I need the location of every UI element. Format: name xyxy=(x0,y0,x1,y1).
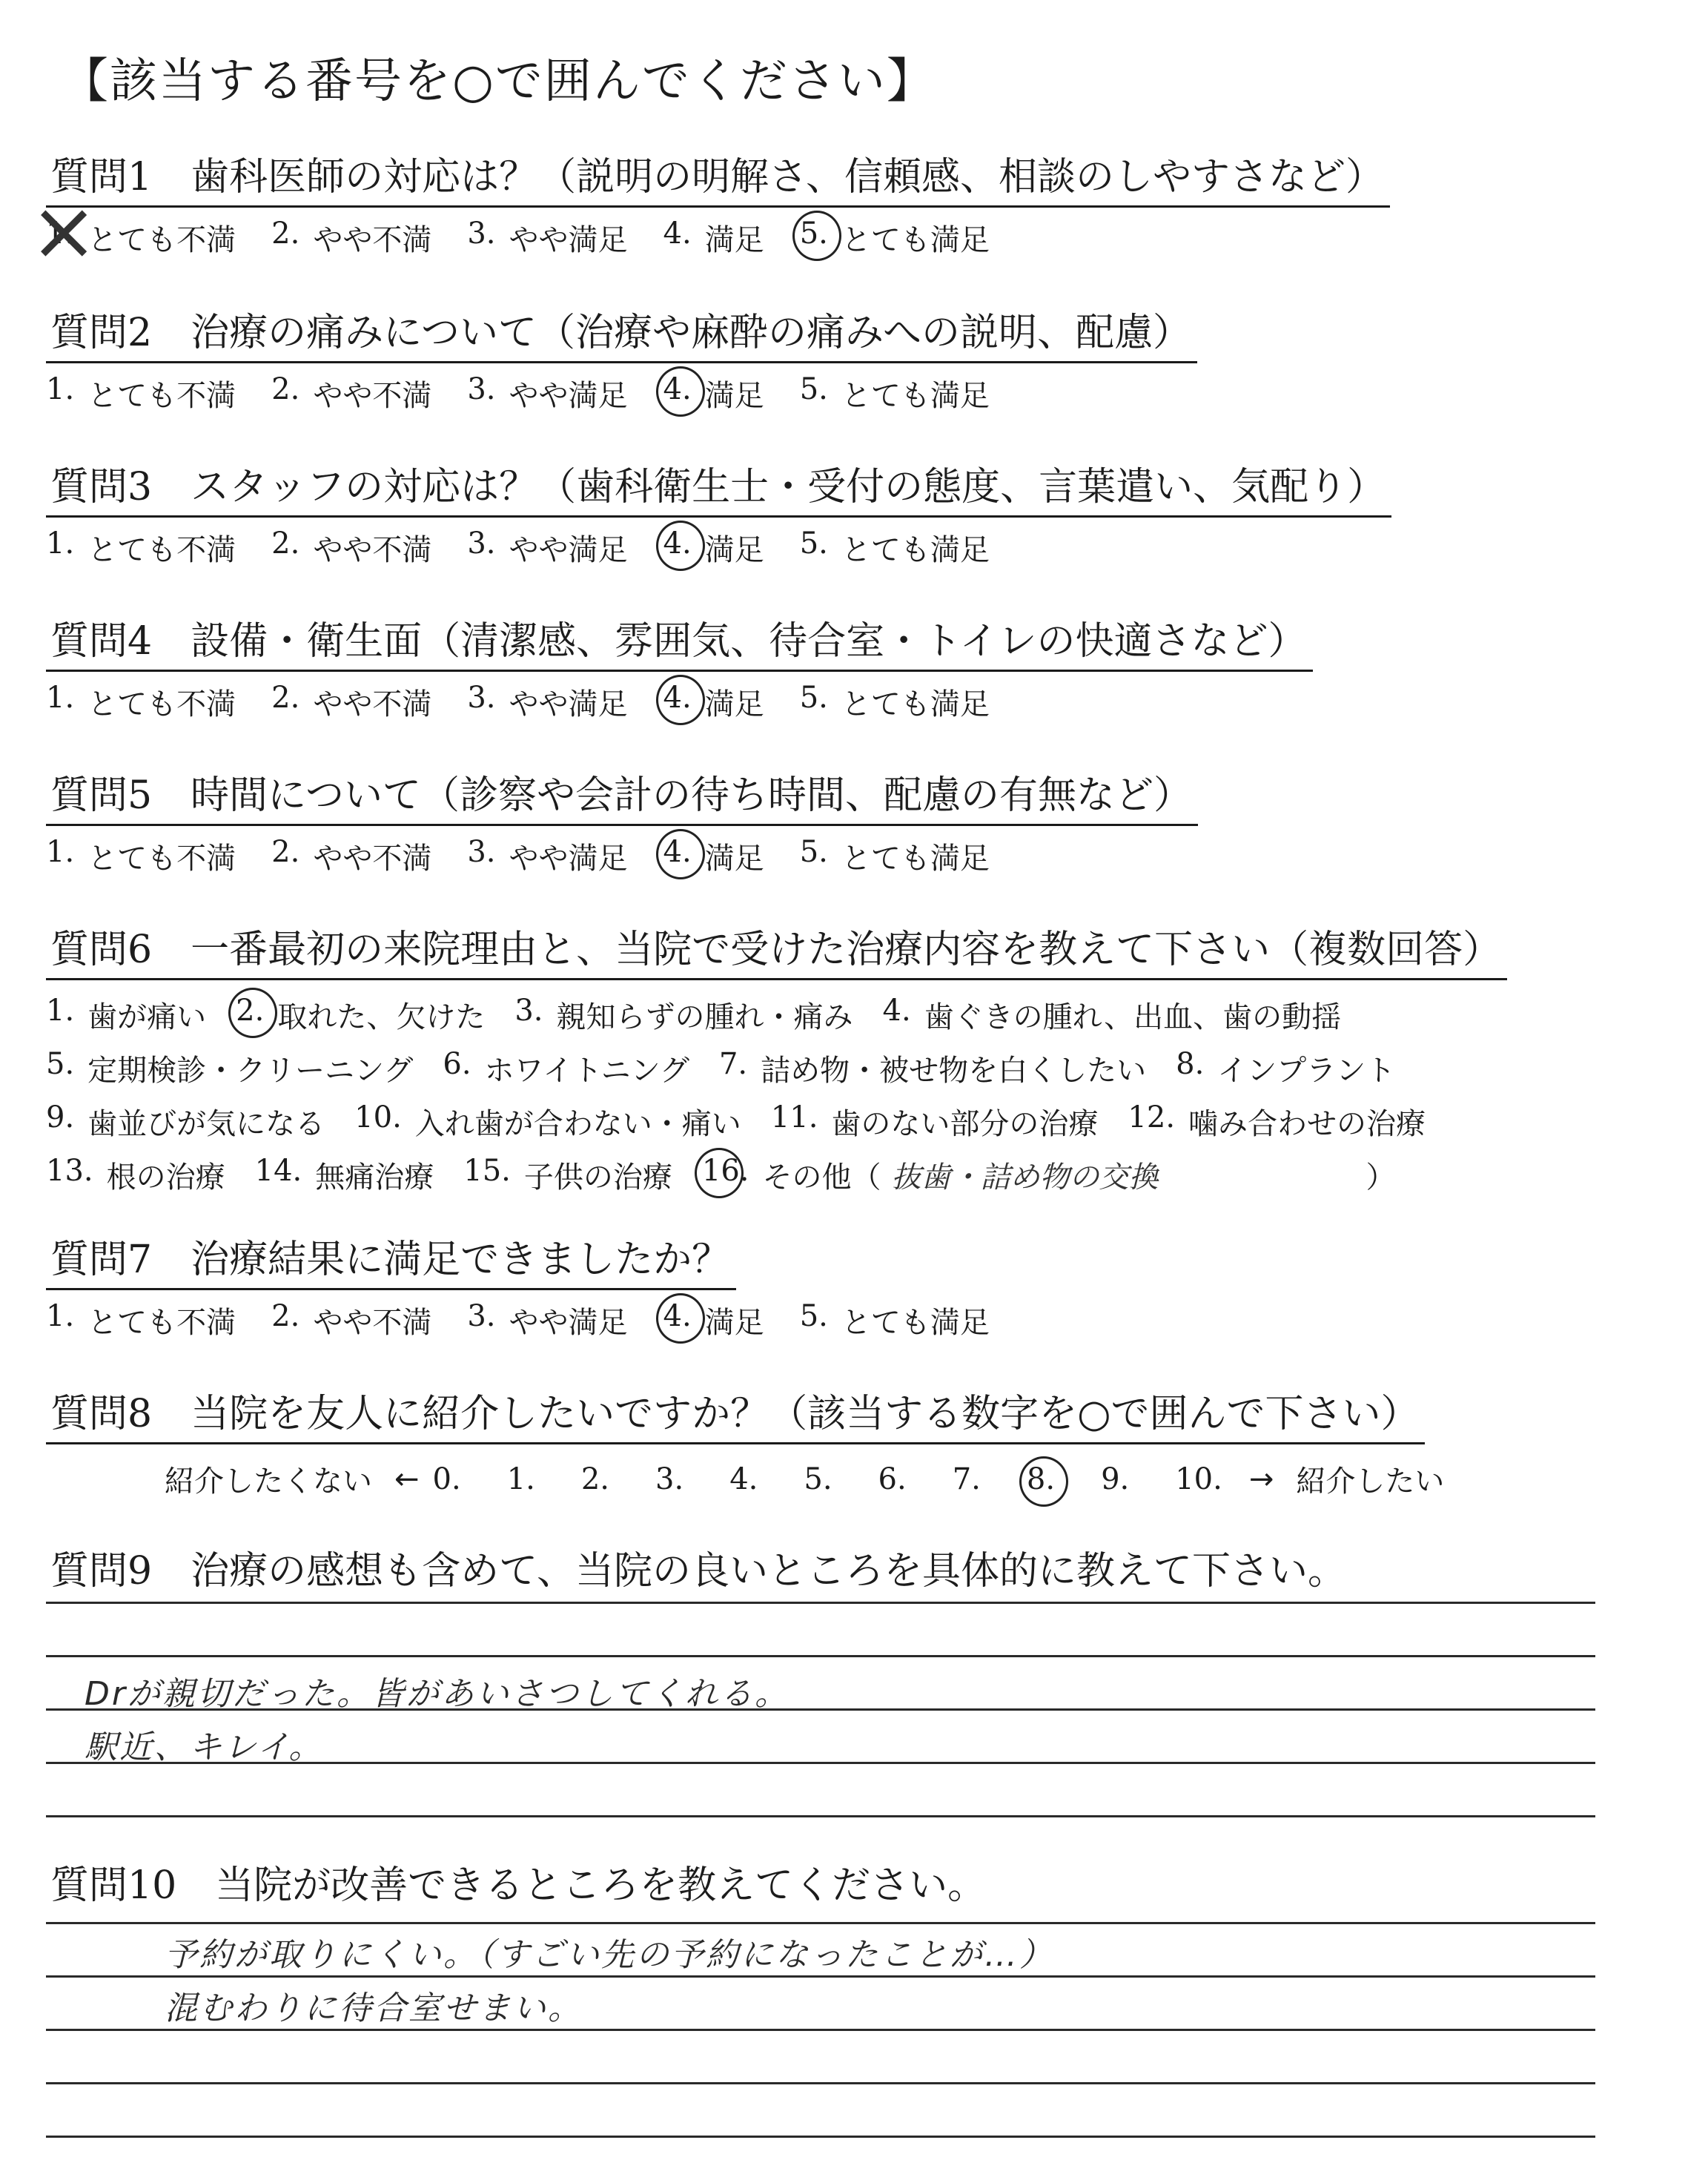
option-number: 3. xyxy=(467,681,496,715)
option-label: 噛み合わせの治療 xyxy=(1188,1106,1426,1141)
option-number: 7. xyxy=(952,1462,981,1496)
q6-option-1[interactable] xyxy=(46,994,206,1036)
q4-option-5[interactable] xyxy=(800,681,990,723)
q5-option-5[interactable] xyxy=(800,835,990,877)
question-1-text: 歯科医師の対応は？（説明の明解さ、信頼感、相談のしやすさなど） xyxy=(191,155,1385,199)
question-3-text: スタッフの対応は？（歯科衛生士・受付の態度、言葉遣い、気配り） xyxy=(191,465,1386,509)
option-number: 10. xyxy=(354,1100,402,1135)
question-8 xyxy=(46,1382,1662,1500)
option-number: 6. xyxy=(443,1046,471,1081)
question-6 xyxy=(46,918,1662,1201)
question-7-heading xyxy=(46,1228,736,1290)
q4-option-1[interactable] xyxy=(46,681,236,723)
option-number: 10. xyxy=(1175,1462,1222,1496)
question-10-heading xyxy=(46,1854,992,1914)
question-5 xyxy=(46,764,1662,877)
option-label: とても満足 xyxy=(841,223,990,257)
option-number: 1. xyxy=(46,1299,75,1333)
option-label: 満足 xyxy=(704,842,764,876)
q3-option-3[interactable] xyxy=(467,526,627,569)
question-9 xyxy=(46,1539,1662,1599)
question-4 xyxy=(46,610,1662,723)
option-label: やや満足 xyxy=(509,533,628,567)
option-number: 1. xyxy=(46,681,75,715)
option-label: とても満足 xyxy=(841,379,990,413)
q4-option-4[interactable] xyxy=(663,681,764,723)
option-number: 4. xyxy=(882,993,911,1028)
right-arrow-icon: → xyxy=(1248,1462,1274,1496)
option-number: 1. xyxy=(506,1462,535,1496)
question-6-heading xyxy=(46,918,1507,980)
q3-option-5[interactable] xyxy=(800,526,990,569)
question-2-options xyxy=(46,372,1662,415)
option-label: ホワイトニング xyxy=(484,1053,689,1088)
option-label: 無痛治療 xyxy=(315,1160,434,1195)
answer-line xyxy=(46,2082,1595,2084)
q6-option-10[interactable] xyxy=(354,1100,741,1143)
recommend-scale xyxy=(46,1458,1662,1500)
q1-option-1[interactable] xyxy=(46,217,236,259)
option-number: 3. xyxy=(514,993,543,1028)
option-label: とても不満 xyxy=(87,379,236,413)
option-number: 13. xyxy=(46,1153,93,1188)
answer-line xyxy=(46,1655,1595,1657)
option-number: 9. xyxy=(1101,1462,1130,1496)
q5-option-3[interactable] xyxy=(467,835,627,877)
question-10-number: 質問10 xyxy=(50,1863,177,1908)
option-number: 4. xyxy=(663,1299,692,1341)
q6-option-9[interactable] xyxy=(46,1100,325,1143)
scale-option-2[interactable] xyxy=(581,1462,623,1496)
option-label: やや不満 xyxy=(313,223,432,257)
option-label: 満足 xyxy=(704,379,764,413)
q7-option-1[interactable] xyxy=(46,1299,236,1341)
q6-option-2[interactable] xyxy=(236,994,485,1036)
option-number: 1. xyxy=(46,835,75,869)
q2-option-5[interactable] xyxy=(800,372,990,415)
option-label: 歯のない部分の治療 xyxy=(831,1106,1099,1141)
q6-option-4[interactable] xyxy=(883,994,1342,1036)
question-7-options xyxy=(46,1299,1662,1341)
scale-option-5[interactable] xyxy=(804,1462,845,1496)
q1-option-4[interactable] xyxy=(663,217,764,259)
q2-option-3[interactable] xyxy=(467,372,627,415)
option-number: 8. xyxy=(1176,1046,1205,1081)
question-9-heading xyxy=(46,1539,1352,1599)
question-5-text: 時間について（診察や会計の待ち時間、配慮の有無など） xyxy=(191,773,1193,818)
option-number: 5. xyxy=(46,1046,75,1081)
q6-option-12[interactable] xyxy=(1128,1100,1426,1143)
scale-right-label: 紹介したい xyxy=(1296,1464,1445,1499)
option-label: とても満足 xyxy=(841,1306,990,1340)
answer-line xyxy=(46,2136,1595,2138)
option-label: やや満足 xyxy=(509,223,628,257)
option-number: 1. xyxy=(46,993,75,1028)
question-8-text: 当院を友人に紹介したいですか？（該当する数字を○で囲んで下さい） xyxy=(191,1392,1420,1436)
option-number: 14. xyxy=(254,1153,302,1188)
q6-row-2 xyxy=(46,1041,1662,1094)
option-number: 5. xyxy=(804,1462,833,1496)
option-label: やや不満 xyxy=(313,842,432,876)
option-number: 11. xyxy=(770,1100,818,1135)
option-number: 5. xyxy=(799,681,828,715)
answer-line xyxy=(46,2029,1595,2031)
question-7-text: 治療結果に満足できましたか？ xyxy=(191,1238,731,1282)
option-number: 2. xyxy=(271,1299,300,1333)
q2-option-1[interactable] xyxy=(46,372,236,415)
q6-row-1 xyxy=(46,988,1662,1041)
q6-option-13[interactable] xyxy=(46,1154,225,1196)
option-number: 3. xyxy=(467,835,496,869)
question-2 xyxy=(46,301,1662,415)
question-5-options xyxy=(46,835,1662,877)
scale-option-3[interactable] xyxy=(655,1462,697,1496)
question-2-heading xyxy=(46,301,1197,363)
option-number: 3. xyxy=(467,217,496,251)
option-label: とても満足 xyxy=(841,687,990,721)
q4-option-3[interactable] xyxy=(467,681,627,723)
option-label: やや不満 xyxy=(313,379,432,413)
option-label: とても不満 xyxy=(87,533,236,567)
answer-line xyxy=(46,1815,1595,1817)
q7-option-4[interactable] xyxy=(663,1299,764,1341)
option-label: やや不満 xyxy=(313,687,432,721)
option-label: とても不満 xyxy=(87,1306,236,1340)
question-3 xyxy=(46,455,1662,569)
option-label: やや満足 xyxy=(509,1306,628,1340)
answer-line xyxy=(46,1602,1595,1604)
q7-option-5[interactable] xyxy=(800,1299,990,1341)
option-number: 3. xyxy=(467,526,496,561)
q5-option-4[interactable] xyxy=(663,835,764,877)
option-label: 満足 xyxy=(704,1306,764,1340)
question-2-text: 治療の痛みについて（治療や麻酔の痛みへの説明、配慮） xyxy=(191,311,1192,355)
option-label: とても不満 xyxy=(87,687,236,721)
option-number: 9. xyxy=(46,1100,75,1135)
option-number: 2. xyxy=(580,1462,610,1496)
page-title: 【該当する番号を○で囲んでください】 xyxy=(61,54,936,109)
q10-answer-line-1: 予約が取りにくい。（すごい先の予約になったことが…） xyxy=(165,1936,1054,1974)
option-number: 3. xyxy=(655,1462,684,1496)
option-label: やや満足 xyxy=(509,687,628,721)
option-label: 根の治療 xyxy=(106,1160,225,1195)
q6-option-5[interactable] xyxy=(46,1047,413,1089)
option-label: その他（ xyxy=(762,1160,881,1195)
question-9-text: 治療の感想も含めて、当院の良いところを具体的に教えて下さい。 xyxy=(191,1549,1347,1593)
question-8-number: 質問8 xyxy=(50,1392,153,1436)
option-number: 0. xyxy=(432,1462,461,1496)
answer-line xyxy=(46,1922,1595,1924)
option-label: 歯が痛い xyxy=(87,1000,207,1034)
q5-option-2[interactable] xyxy=(271,835,431,877)
option-label: やや不満 xyxy=(313,1306,432,1340)
q3-option-1[interactable] xyxy=(46,526,236,569)
question-3-options xyxy=(46,526,1662,569)
question-9-number: 質問9 xyxy=(50,1549,153,1593)
scale-option-8[interactable] xyxy=(1027,1462,1068,1496)
option-number: 4. xyxy=(663,217,692,251)
scale-option-10[interactable] xyxy=(1175,1462,1236,1496)
option-number: 5. xyxy=(799,526,828,561)
option-label: とても満足 xyxy=(841,842,990,876)
q10-answer-line-2: 混むわりに待合室せまい。 xyxy=(165,1989,583,2027)
question-4-options xyxy=(46,681,1662,723)
option-label: 入れ歯が合わない・痛い xyxy=(414,1106,741,1141)
question-5-number: 質問5 xyxy=(50,773,153,818)
q5-option-1[interactable] xyxy=(46,835,236,877)
q4-option-2[interactable] xyxy=(271,681,431,723)
option-label: とても不満 xyxy=(87,223,236,257)
q2-option-4[interactable] xyxy=(663,372,764,415)
option-number: 4. xyxy=(663,835,692,877)
question-4-number: 質問4 xyxy=(50,619,153,664)
question-4-text: 設備・衛生面（清潔感、雰囲気、待合室・トイレの快適さなど） xyxy=(191,619,1307,664)
question-6-number: 質問6 xyxy=(50,928,153,972)
q6-row-3 xyxy=(46,1094,1662,1148)
option-number: 7. xyxy=(718,1046,748,1081)
option-label: やや不満 xyxy=(313,533,432,567)
option-number: 4. xyxy=(729,1462,758,1496)
q1-option-3[interactable] xyxy=(467,217,627,259)
q1-option-5[interactable] xyxy=(800,217,990,259)
q6-option-7[interactable] xyxy=(719,1047,1146,1089)
question-1-options xyxy=(46,217,1662,259)
option-number: 2. xyxy=(236,994,264,1036)
scale-option-6[interactable] xyxy=(878,1462,920,1496)
q9-answer-line-2: 駅近、キレイ。 xyxy=(85,1728,324,1766)
option-label: とても不満 xyxy=(87,842,236,876)
question-3-heading xyxy=(46,455,1391,518)
option-number: 2. xyxy=(271,681,300,715)
option-number: 2. xyxy=(271,217,300,251)
question-10 xyxy=(46,1854,1662,1914)
option-number: 5. xyxy=(799,372,828,406)
question-2-number: 質問2 xyxy=(50,311,153,355)
option-number: 16. xyxy=(702,1154,749,1196)
scale-option-0[interactable] xyxy=(433,1462,474,1496)
question-7-number: 質問7 xyxy=(50,1238,153,1282)
q9-answer-line-1: Drが親切だった。皆があいさつしてくれる。 xyxy=(85,1675,790,1713)
scale-option-7[interactable] xyxy=(953,1462,994,1496)
option-label: 親知らずの腫れ・痛み xyxy=(556,1000,853,1034)
option-number: 2. xyxy=(271,835,300,869)
option-number: 2. xyxy=(271,372,300,406)
q1-option-2[interactable] xyxy=(271,217,431,259)
question-8-heading xyxy=(46,1382,1425,1444)
q7-option-2[interactable] xyxy=(271,1299,431,1341)
option-number: 5. xyxy=(799,1299,828,1333)
option-number: 4. xyxy=(663,681,692,723)
answer-line xyxy=(46,1975,1595,1978)
option-number: 3. xyxy=(467,1299,496,1333)
question-3-number: 質問3 xyxy=(50,465,153,509)
q7-option-3[interactable] xyxy=(467,1299,627,1341)
q3-option-2[interactable] xyxy=(271,526,431,569)
q6-option-11[interactable] xyxy=(771,1100,1099,1143)
option-number: 4. xyxy=(663,526,692,569)
question-10-text: 当院が改善できるところを教えてください。 xyxy=(215,1863,987,1908)
option-number: 8. xyxy=(1026,1462,1056,1496)
q6-option-3[interactable] xyxy=(514,994,853,1036)
q2-option-2[interactable] xyxy=(271,372,431,415)
option-label: やや満足 xyxy=(509,842,628,876)
option-number: 5. xyxy=(799,835,828,869)
option-number: 2. xyxy=(271,526,300,561)
q6-other-answer[interactable]: 抜歯・詰め物の交換 xyxy=(891,1160,1159,1195)
option-number: 6. xyxy=(878,1462,907,1496)
option-label: 子供の治療 xyxy=(523,1160,672,1195)
scale-option-1[interactable] xyxy=(507,1462,549,1496)
question-4-heading xyxy=(46,610,1313,672)
option-label: とても満足 xyxy=(841,533,990,567)
question-7 xyxy=(46,1228,1662,1341)
option-label: 満足 xyxy=(704,223,764,257)
option-label: やや満足 xyxy=(509,379,628,413)
option-number: 1. xyxy=(46,526,75,561)
question-6-text: 一番最初の来院理由と、当院で受けた治療内容を教えて下さい（複数回答） xyxy=(191,928,1502,972)
option-label: 満足 xyxy=(704,687,764,721)
option-number: 5. xyxy=(800,217,828,259)
option-label: 取れた、欠けた xyxy=(277,1000,486,1034)
q6-row-4 xyxy=(46,1148,1662,1201)
option-number: 3. xyxy=(467,372,496,406)
q6-option-14[interactable] xyxy=(255,1154,434,1196)
option-number: 4. xyxy=(663,372,692,415)
option-label: 歯ぐきの腫れ、出血、歯の動揺 xyxy=(924,1000,1342,1034)
scale-option-4[interactable] xyxy=(729,1462,771,1496)
scale-option-9[interactable] xyxy=(1101,1462,1142,1496)
option-number: × 1. xyxy=(46,217,74,259)
question-6-options xyxy=(46,988,1662,1201)
question-1 xyxy=(46,145,1662,259)
option-number: 12. xyxy=(1128,1100,1176,1135)
option-label: インプラント xyxy=(1217,1053,1396,1088)
option-label: 定期検診・クリーニング xyxy=(87,1053,414,1088)
question-1-number: 質問1 xyxy=(50,155,153,199)
question-1-heading xyxy=(46,145,1390,208)
q6-option-16[interactable] xyxy=(702,1154,881,1196)
option-number: 15. xyxy=(463,1153,511,1188)
left-arrow-icon: ← xyxy=(394,1462,420,1496)
option-label: 詰め物・被せ物を白くしたい xyxy=(761,1053,1147,1088)
option-label: 歯並びが気になる xyxy=(87,1106,325,1141)
q6-option-8[interactable] xyxy=(1176,1047,1395,1089)
q3-option-4[interactable] xyxy=(663,526,764,569)
q6-option-6[interactable] xyxy=(443,1047,689,1089)
q6-option-15[interactable] xyxy=(463,1154,672,1196)
q6-other-close: ） xyxy=(1366,1160,1396,1195)
scale-left-label: 紹介したくない xyxy=(165,1464,372,1499)
option-number: 1. xyxy=(46,372,75,406)
option-label: 満足 xyxy=(704,533,764,567)
question-5-heading xyxy=(46,764,1198,826)
